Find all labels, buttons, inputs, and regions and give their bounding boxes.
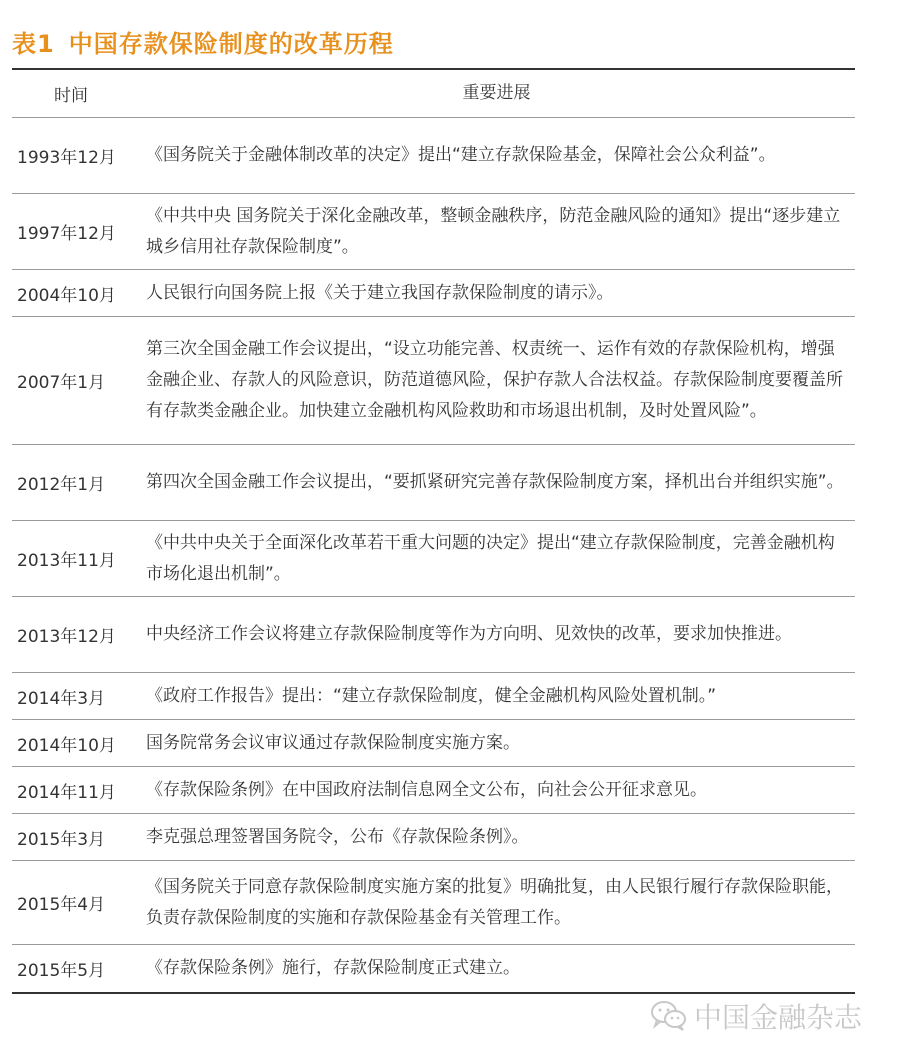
table-row xyxy=(12,194,855,270)
row-text: 《中共中央 国务院关于深化金融改革，整顿金融秩序，防范金融风险的通知》提出“逐步建立城乡信用社存款保险制度”。 xyxy=(146,205,841,257)
table-row xyxy=(12,317,855,445)
row-date: 2007年1月 xyxy=(17,373,106,393)
table-row xyxy=(12,118,855,194)
row-text: 人民银行向国务院上报《关于建立我国存款保险制度的请示》。 xyxy=(146,282,614,303)
row-text: 《存款保险条例》在中国政府法制信息网全文公布，向社会公开征求意见。 xyxy=(146,779,707,800)
row-text: 《中共中央关于全面深化改革若干重大问题的决定》提出“建立存款保险制度，完善金融机构市场化退出机制”。 xyxy=(146,532,835,584)
row-date: 2015年5月 xyxy=(17,961,106,981)
watermark xyxy=(650,996,862,1036)
row-date: 2013年11月 xyxy=(17,551,116,571)
row-date: 2013年12月 xyxy=(17,627,116,647)
row-date: 2012年1月 xyxy=(17,475,106,495)
row-date: 2014年10月 xyxy=(17,735,116,756)
row-date: 1997年12月 xyxy=(17,224,116,244)
table-row xyxy=(12,673,855,720)
header-time: 时间 xyxy=(54,86,88,106)
table-header xyxy=(12,70,855,118)
table-row xyxy=(12,945,855,992)
row-date: 2004年10月 xyxy=(17,285,116,306)
wechat-icon xyxy=(650,1000,688,1032)
table-title xyxy=(12,24,394,59)
table-row xyxy=(12,521,855,597)
row-text: 《国务院关于同意存款保险制度实施方案的批复》明确批复，由人民银行履行存款保险职能，负责存款保险制度的实施和存款保险基金有关管理工作。 xyxy=(146,876,843,928)
table-row xyxy=(12,767,855,814)
header-progress: 重要进展 xyxy=(462,83,531,103)
table-row xyxy=(12,720,855,767)
table-row xyxy=(12,861,855,945)
table-row xyxy=(12,270,855,317)
row-text: 李克强总理签署国务院令，公布《存款保险条例》。 xyxy=(146,826,529,847)
row-text: 中央经济工作会议将建立存款保险制度等作为方向明、见效快的改革，要求加快推进。 xyxy=(146,624,792,644)
table-row xyxy=(12,814,855,861)
row-date: 2015年3月 xyxy=(17,829,106,850)
row-date: 2015年4月 xyxy=(17,895,106,915)
row-text: 第四次全国金融工作会议提出，“要抓紧研究完善存款保险制度方案，择机出台并组织实施”。 xyxy=(146,472,844,492)
row-text: 《国务院关于金融体制改革的决定》提出“建立存款保险基金，保障社会公众利益”。 xyxy=(146,145,776,165)
row-text: 国务院常务会议审议通过存款保险制度实施方案。 xyxy=(146,732,520,753)
row-text: 第三次全国金融工作会议提出，“设立功能完善、权责统一、运作有效的存款保险机构，增强金融企业、存款人的风险意识，防范道德风险，保护存款人合法权益。存款保险制度要覆盖所有存款类金融企业。加快建立金融机构风险救助和市场退出机制，及时处置风险”。 xyxy=(146,339,843,421)
watermark-text: 中国金融杂志 xyxy=(694,1001,863,1034)
table-number: 表1 xyxy=(12,30,55,58)
row-date: 2014年3月 xyxy=(17,688,106,709)
reform-table xyxy=(12,68,855,994)
row-text: 《政府工作报告》提出：“建立存款保险制度，健全金融机构风险处置机制。” xyxy=(146,685,717,706)
row-date: 2014年11月 xyxy=(17,782,116,803)
row-date: 1993年12月 xyxy=(17,148,116,168)
table-row xyxy=(12,597,855,673)
table-row xyxy=(12,445,855,521)
row-text: 《存款保险条例》施行，存款保险制度正式建立。 xyxy=(146,958,520,978)
table-title-text: 中国存款保险制度的改革历程 xyxy=(68,30,394,58)
